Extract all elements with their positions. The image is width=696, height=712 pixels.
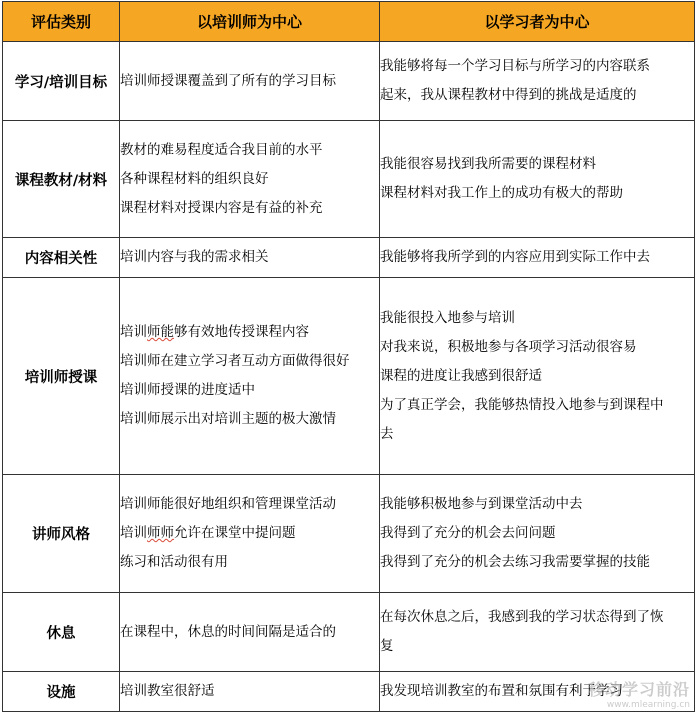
- trainer-item-underlined: 师能: [147, 324, 174, 340]
- learner-item: 去: [380, 425, 394, 442]
- trainer-cell: [120, 278, 380, 475]
- watermark-text: 移动学习前沿: [587, 680, 690, 699]
- trainer-cell: [120, 593, 380, 672]
- learner-cell: [380, 42, 695, 121]
- watermark-url: www.mlearning.cn: [606, 700, 690, 710]
- learner-item: 我能够将每一个学习目标与所学习的内容联系: [380, 58, 650, 74]
- learner-item: 复: [380, 638, 394, 654]
- trainer-item: 各种课程材料的组织良好: [120, 170, 269, 187]
- learner-item: 我得到了充分的机会去练习我需要掌握的技能: [380, 554, 650, 570]
- learner-item: 课程的进度让我感到很舒适: [380, 367, 542, 384]
- header-row: [3, 2, 695, 42]
- learner-item: 我能够积极地参与到课堂活动中去: [380, 496, 583, 512]
- trainer-item: 课程材料对授课内容是有益的补充: [120, 199, 323, 216]
- table-row: [3, 475, 695, 593]
- category-cell: 设施: [3, 672, 120, 712]
- trainer-item: 培训师授课覆盖到了所有的学习目标: [120, 72, 336, 89]
- trainer-item: 培训师能很好地组织和管理课堂活动: [120, 496, 336, 512]
- header-category: 评估类别: [3, 2, 120, 42]
- table-row: [3, 672, 695, 712]
- category-cell: 培训师授课: [3, 278, 120, 475]
- learner-item: 我能够将我所学到的内容应用到实际工作中去: [380, 249, 650, 265]
- table-row: [3, 238, 695, 278]
- learner-item: 我得到了充分的机会去问问题: [380, 525, 556, 541]
- table-row: [3, 278, 695, 475]
- trainer-item: 在课程中，休息的时间间隔是适合的: [120, 623, 336, 640]
- header-trainer-centered: 以培训师为中心: [120, 2, 380, 42]
- trainer-item-rest: 够有效地传授课程内容: [174, 324, 309, 340]
- learner-cell: [380, 121, 695, 238]
- learner-item: 起来，我从课程教材中得到的挑战是适度的: [380, 87, 637, 103]
- category-cell: 休息: [3, 593, 120, 672]
- learner-item: 为了真正学会，我能够热情投入地参与到课程中: [380, 396, 664, 413]
- table-row: [3, 593, 695, 672]
- learner-item: 在每次休息之后，我感到我的学习状态得到了恢: [380, 609, 664, 625]
- learner-cell: [380, 672, 695, 712]
- trainer-item-rest: 允许在课堂中提问题: [174, 525, 296, 541]
- trainer-item-prefix: 培训: [120, 324, 147, 340]
- category-cell: 课程教材/材料: [3, 121, 120, 238]
- learner-cell: [380, 278, 695, 475]
- trainer-item-prefix: 培训: [120, 525, 147, 541]
- learner-item: 我能很投入地参与培训: [380, 309, 515, 326]
- table-row: [3, 121, 695, 238]
- trainer-item: [120, 524, 379, 543]
- learner-item: 课程材料对我工作上的成功有极大的帮助: [380, 185, 623, 201]
- trainer-cell: [120, 238, 380, 278]
- learner-item: 我能很容易找到我所需要的课程材料: [380, 156, 596, 172]
- trainer-cell: [120, 121, 380, 238]
- category-cell: 讲师风格: [3, 475, 120, 593]
- trainer-item: 培训内容与我的需求相关: [120, 249, 269, 265]
- trainer-item: 培训师在建立学习者互动方面做得很好: [120, 353, 350, 369]
- trainer-item: 培训师授课的进度适中: [120, 382, 255, 398]
- evaluation-table: [2, 1, 695, 712]
- category-cell: 内容相关性: [3, 238, 120, 278]
- trainer-item: 练习和活动很有用: [120, 554, 228, 570]
- learner-cell: [380, 593, 695, 672]
- learner-cell: [380, 475, 695, 593]
- header-learner-centered: 以学习者为中心: [380, 2, 695, 42]
- trainer-item: 教材的难易程度适合我目前的水平: [120, 141, 323, 158]
- category-cell: 学习/培训目标: [3, 42, 120, 121]
- learner-cell: [380, 238, 695, 278]
- trainer-cell: [120, 42, 380, 121]
- trainer-cell: [120, 672, 380, 712]
- trainer-item-underlined: 师师: [147, 525, 174, 541]
- learner-item: 我发现培训教室的布置和氛围有利于学习: [380, 683, 623, 699]
- table-row: [3, 42, 695, 121]
- trainer-item: [120, 323, 379, 342]
- trainer-item: 培训师展示出对培训主题的极大激情: [120, 411, 336, 427]
- trainer-item: 培训教室很舒适: [120, 683, 215, 699]
- trainer-cell: [120, 475, 380, 593]
- learner-item: 对我来说，积极地参与各项学习活动很容易: [380, 338, 637, 355]
